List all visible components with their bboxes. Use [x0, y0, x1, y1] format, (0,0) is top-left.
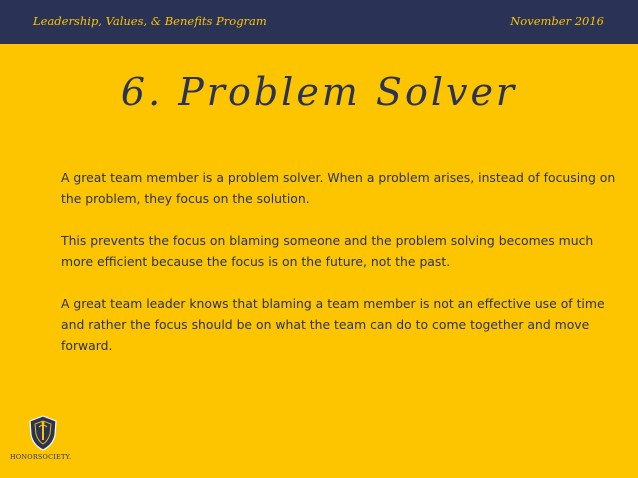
slide-body [61, 167, 616, 377]
slide-title: 6. Problem Solver [120, 70, 518, 114]
program-name: Leadership, Values, & Benefits Program [33, 14, 267, 28]
paragraph-1: A great team member is a problem solver. When a problem arises, instead of focusing on the problem, they focus on the solution. [61, 170, 616, 206]
date-label: November 2016 [510, 14, 604, 28]
logo-text: HONORSOCIETY. [10, 453, 72, 461]
paragraph-3: A great team leader knows that blaming a team member is not an effective use of time and rather the focus should be on what the team can do to come together and move forward. [61, 296, 605, 353]
paragraph-2: This prevents the focus on blaming someone and the problem solving becomes much more efficient because the focus is on the future, not the past. [61, 233, 594, 269]
shield-crest-icon [28, 415, 58, 451]
header-bar [0, 0, 638, 44]
honor-society-logo [8, 415, 78, 467]
